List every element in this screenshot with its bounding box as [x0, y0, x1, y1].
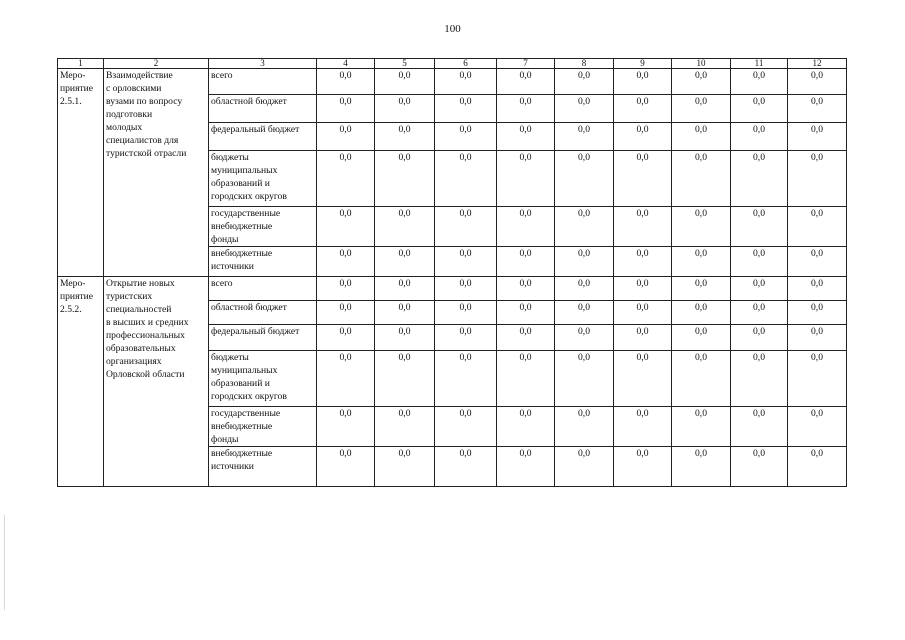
amount-cell: 0,0 — [555, 325, 614, 351]
funding-source: всего — [209, 277, 317, 301]
amount-cell: 0,0 — [435, 69, 497, 95]
amount-cell: 0,0 — [788, 123, 847, 151]
amount-cell: 0,0 — [731, 447, 788, 487]
amount-cell: 0,0 — [614, 95, 672, 123]
amount-cell: 0,0 — [672, 447, 731, 487]
col-header: 6 — [435, 59, 497, 69]
amount-cell: 0,0 — [497, 301, 555, 325]
amount-cell: 0,0 — [375, 247, 435, 277]
amount-cell: 0,0 — [672, 69, 731, 95]
amount-cell: 0,0 — [731, 95, 788, 123]
amount-cell: 0,0 — [375, 447, 435, 487]
amount-cell: 0,0 — [497, 277, 555, 301]
amount-cell: 0,0 — [375, 207, 435, 247]
amount-cell: 0,0 — [375, 325, 435, 351]
amount-cell: 0,0 — [555, 69, 614, 95]
amount-cell: 0,0 — [435, 247, 497, 277]
col-header: 9 — [614, 59, 672, 69]
amount-cell: 0,0 — [614, 151, 672, 207]
table-row — [58, 277, 847, 301]
amount-cell: 0,0 — [375, 301, 435, 325]
amount-cell: 0,0 — [435, 123, 497, 151]
amount-cell: 0,0 — [672, 151, 731, 207]
amount-cell: 0,0 — [555, 407, 614, 447]
amount-cell: 0,0 — [731, 69, 788, 95]
amount-cell: 0,0 — [375, 69, 435, 95]
amount-cell: 0,0 — [614, 247, 672, 277]
amount-cell: 0,0 — [788, 69, 847, 95]
amount-cell: 0,0 — [497, 207, 555, 247]
amount-cell: 0,0 — [435, 151, 497, 207]
amount-cell: 0,0 — [672, 95, 731, 123]
amount-cell: 0,0 — [614, 69, 672, 95]
amount-cell: 0,0 — [375, 351, 435, 407]
amount-cell: 0,0 — [435, 301, 497, 325]
amount-cell: 0,0 — [555, 277, 614, 301]
amount-cell: 0,0 — [731, 277, 788, 301]
col-header: 10 — [672, 59, 731, 69]
amount-cell: 0,0 — [731, 351, 788, 407]
amount-cell: 0,0 — [435, 207, 497, 247]
table-row — [58, 69, 847, 95]
amount-cell: 0,0 — [555, 247, 614, 277]
funding-source: государственные внебюджетные фонды — [209, 407, 317, 447]
amount-cell: 0,0 — [731, 123, 788, 151]
amount-cell: 0,0 — [788, 325, 847, 351]
amount-cell: 0,0 — [731, 325, 788, 351]
amount-cell: 0,0 — [317, 69, 375, 95]
amount-cell: 0,0 — [497, 151, 555, 207]
funding-source: областной бюджет — [209, 301, 317, 325]
amount-cell: 0,0 — [614, 301, 672, 325]
amount-cell: 0,0 — [317, 123, 375, 151]
amount-cell: 0,0 — [614, 407, 672, 447]
amount-cell: 0,0 — [555, 301, 614, 325]
col-header: 7 — [497, 59, 555, 69]
amount-cell: 0,0 — [788, 301, 847, 325]
event-code: Меро- приятие 2.5.1. — [58, 69, 104, 277]
col-header: 2 — [104, 59, 209, 69]
amount-cell: 0,0 — [435, 447, 497, 487]
amount-cell: 0,0 — [614, 207, 672, 247]
amount-cell: 0,0 — [731, 301, 788, 325]
amount-cell: 0,0 — [731, 407, 788, 447]
event-code: Меро- приятие 2.5.2. — [58, 277, 104, 487]
amount-cell: 0,0 — [555, 123, 614, 151]
amount-cell: 0,0 — [435, 407, 497, 447]
amount-cell: 0,0 — [555, 207, 614, 247]
amount-cell: 0,0 — [614, 325, 672, 351]
amount-cell: 0,0 — [497, 123, 555, 151]
amount-cell: 0,0 — [317, 207, 375, 247]
amount-cell: 0,0 — [788, 151, 847, 207]
event-description: Взаимодействие с орловскими вузами по вопросу подготовки молодых специалистов для туристской отрасли — [104, 69, 209, 277]
amount-cell: 0,0 — [375, 407, 435, 447]
amount-cell: 0,0 — [614, 123, 672, 151]
amount-cell: 0,0 — [317, 247, 375, 277]
amount-cell: 0,0 — [435, 351, 497, 407]
amount-cell: 0,0 — [317, 447, 375, 487]
amount-cell: 0,0 — [375, 123, 435, 151]
amount-cell: 0,0 — [497, 69, 555, 95]
col-header: 12 — [788, 59, 847, 69]
funding-source: федеральный бюджет — [209, 123, 317, 151]
amount-cell: 0,0 — [317, 277, 375, 301]
amount-cell: 0,0 — [731, 207, 788, 247]
col-header: 5 — [375, 59, 435, 69]
amount-cell: 0,0 — [614, 447, 672, 487]
amount-cell: 0,0 — [497, 247, 555, 277]
amount-cell: 0,0 — [672, 325, 731, 351]
page-number: 100 — [444, 23, 461, 35]
amount-cell: 0,0 — [375, 277, 435, 301]
funding-source: внебюджетные источники — [209, 247, 317, 277]
event-description: Открытие новых туристских специальностей в высших и средних профессиональных образовательных организациях Орловской области — [104, 277, 209, 487]
amount-cell: 0,0 — [497, 325, 555, 351]
amount-cell: 0,0 — [497, 407, 555, 447]
col-header: 1 — [58, 59, 104, 69]
amount-cell: 0,0 — [435, 277, 497, 301]
amount-cell: 0,0 — [672, 407, 731, 447]
amount-cell: 0,0 — [435, 325, 497, 351]
amount-cell: 0,0 — [435, 95, 497, 123]
amount-cell: 0,0 — [317, 407, 375, 447]
funding-source: бюджеты муниципальных образований и городских округов — [209, 351, 317, 407]
amount-cell: 0,0 — [497, 447, 555, 487]
col-header: 3 — [209, 59, 317, 69]
funding-source: внебюджетные источники — [209, 447, 317, 487]
funding-source: всего — [209, 69, 317, 95]
amount-cell: 0,0 — [788, 247, 847, 277]
funding-source: бюджеты муниципальных образований и городских округов — [209, 151, 317, 207]
amount-cell: 0,0 — [672, 207, 731, 247]
funding-table — [57, 58, 847, 487]
funding-source: федеральный бюджет — [209, 325, 317, 351]
amount-cell: 0,0 — [555, 351, 614, 407]
amount-cell: 0,0 — [788, 447, 847, 487]
amount-cell: 0,0 — [731, 247, 788, 277]
amount-cell: 0,0 — [317, 151, 375, 207]
amount-cell: 0,0 — [672, 351, 731, 407]
amount-cell: 0,0 — [317, 95, 375, 123]
amount-cell: 0,0 — [788, 351, 847, 407]
amount-cell: 0,0 — [614, 351, 672, 407]
amount-cell: 0,0 — [788, 95, 847, 123]
scan-edge-mark — [4, 515, 5, 610]
amount-cell: 0,0 — [672, 277, 731, 301]
amount-cell: 0,0 — [317, 325, 375, 351]
column-number-row — [58, 59, 847, 69]
amount-cell: 0,0 — [614, 277, 672, 301]
amount-cell: 0,0 — [317, 351, 375, 407]
amount-cell: 0,0 — [788, 407, 847, 447]
amount-cell: 0,0 — [672, 123, 731, 151]
amount-cell: 0,0 — [672, 247, 731, 277]
amount-cell: 0,0 — [555, 95, 614, 123]
amount-cell: 0,0 — [788, 207, 847, 247]
amount-cell: 0,0 — [317, 301, 375, 325]
amount-cell: 0,0 — [375, 151, 435, 207]
amount-cell: 0,0 — [555, 151, 614, 207]
col-header: 8 — [555, 59, 614, 69]
amount-cell: 0,0 — [555, 447, 614, 487]
col-header: 4 — [317, 59, 375, 69]
funding-source: государственные внебюджетные фонды — [209, 207, 317, 247]
amount-cell: 0,0 — [497, 351, 555, 407]
amount-cell: 0,0 — [497, 95, 555, 123]
amount-cell: 0,0 — [788, 277, 847, 301]
amount-cell: 0,0 — [731, 151, 788, 207]
amount-cell: 0,0 — [375, 95, 435, 123]
amount-cell: 0,0 — [672, 301, 731, 325]
funding-source: областной бюджет — [209, 95, 317, 123]
col-header: 11 — [731, 59, 788, 69]
